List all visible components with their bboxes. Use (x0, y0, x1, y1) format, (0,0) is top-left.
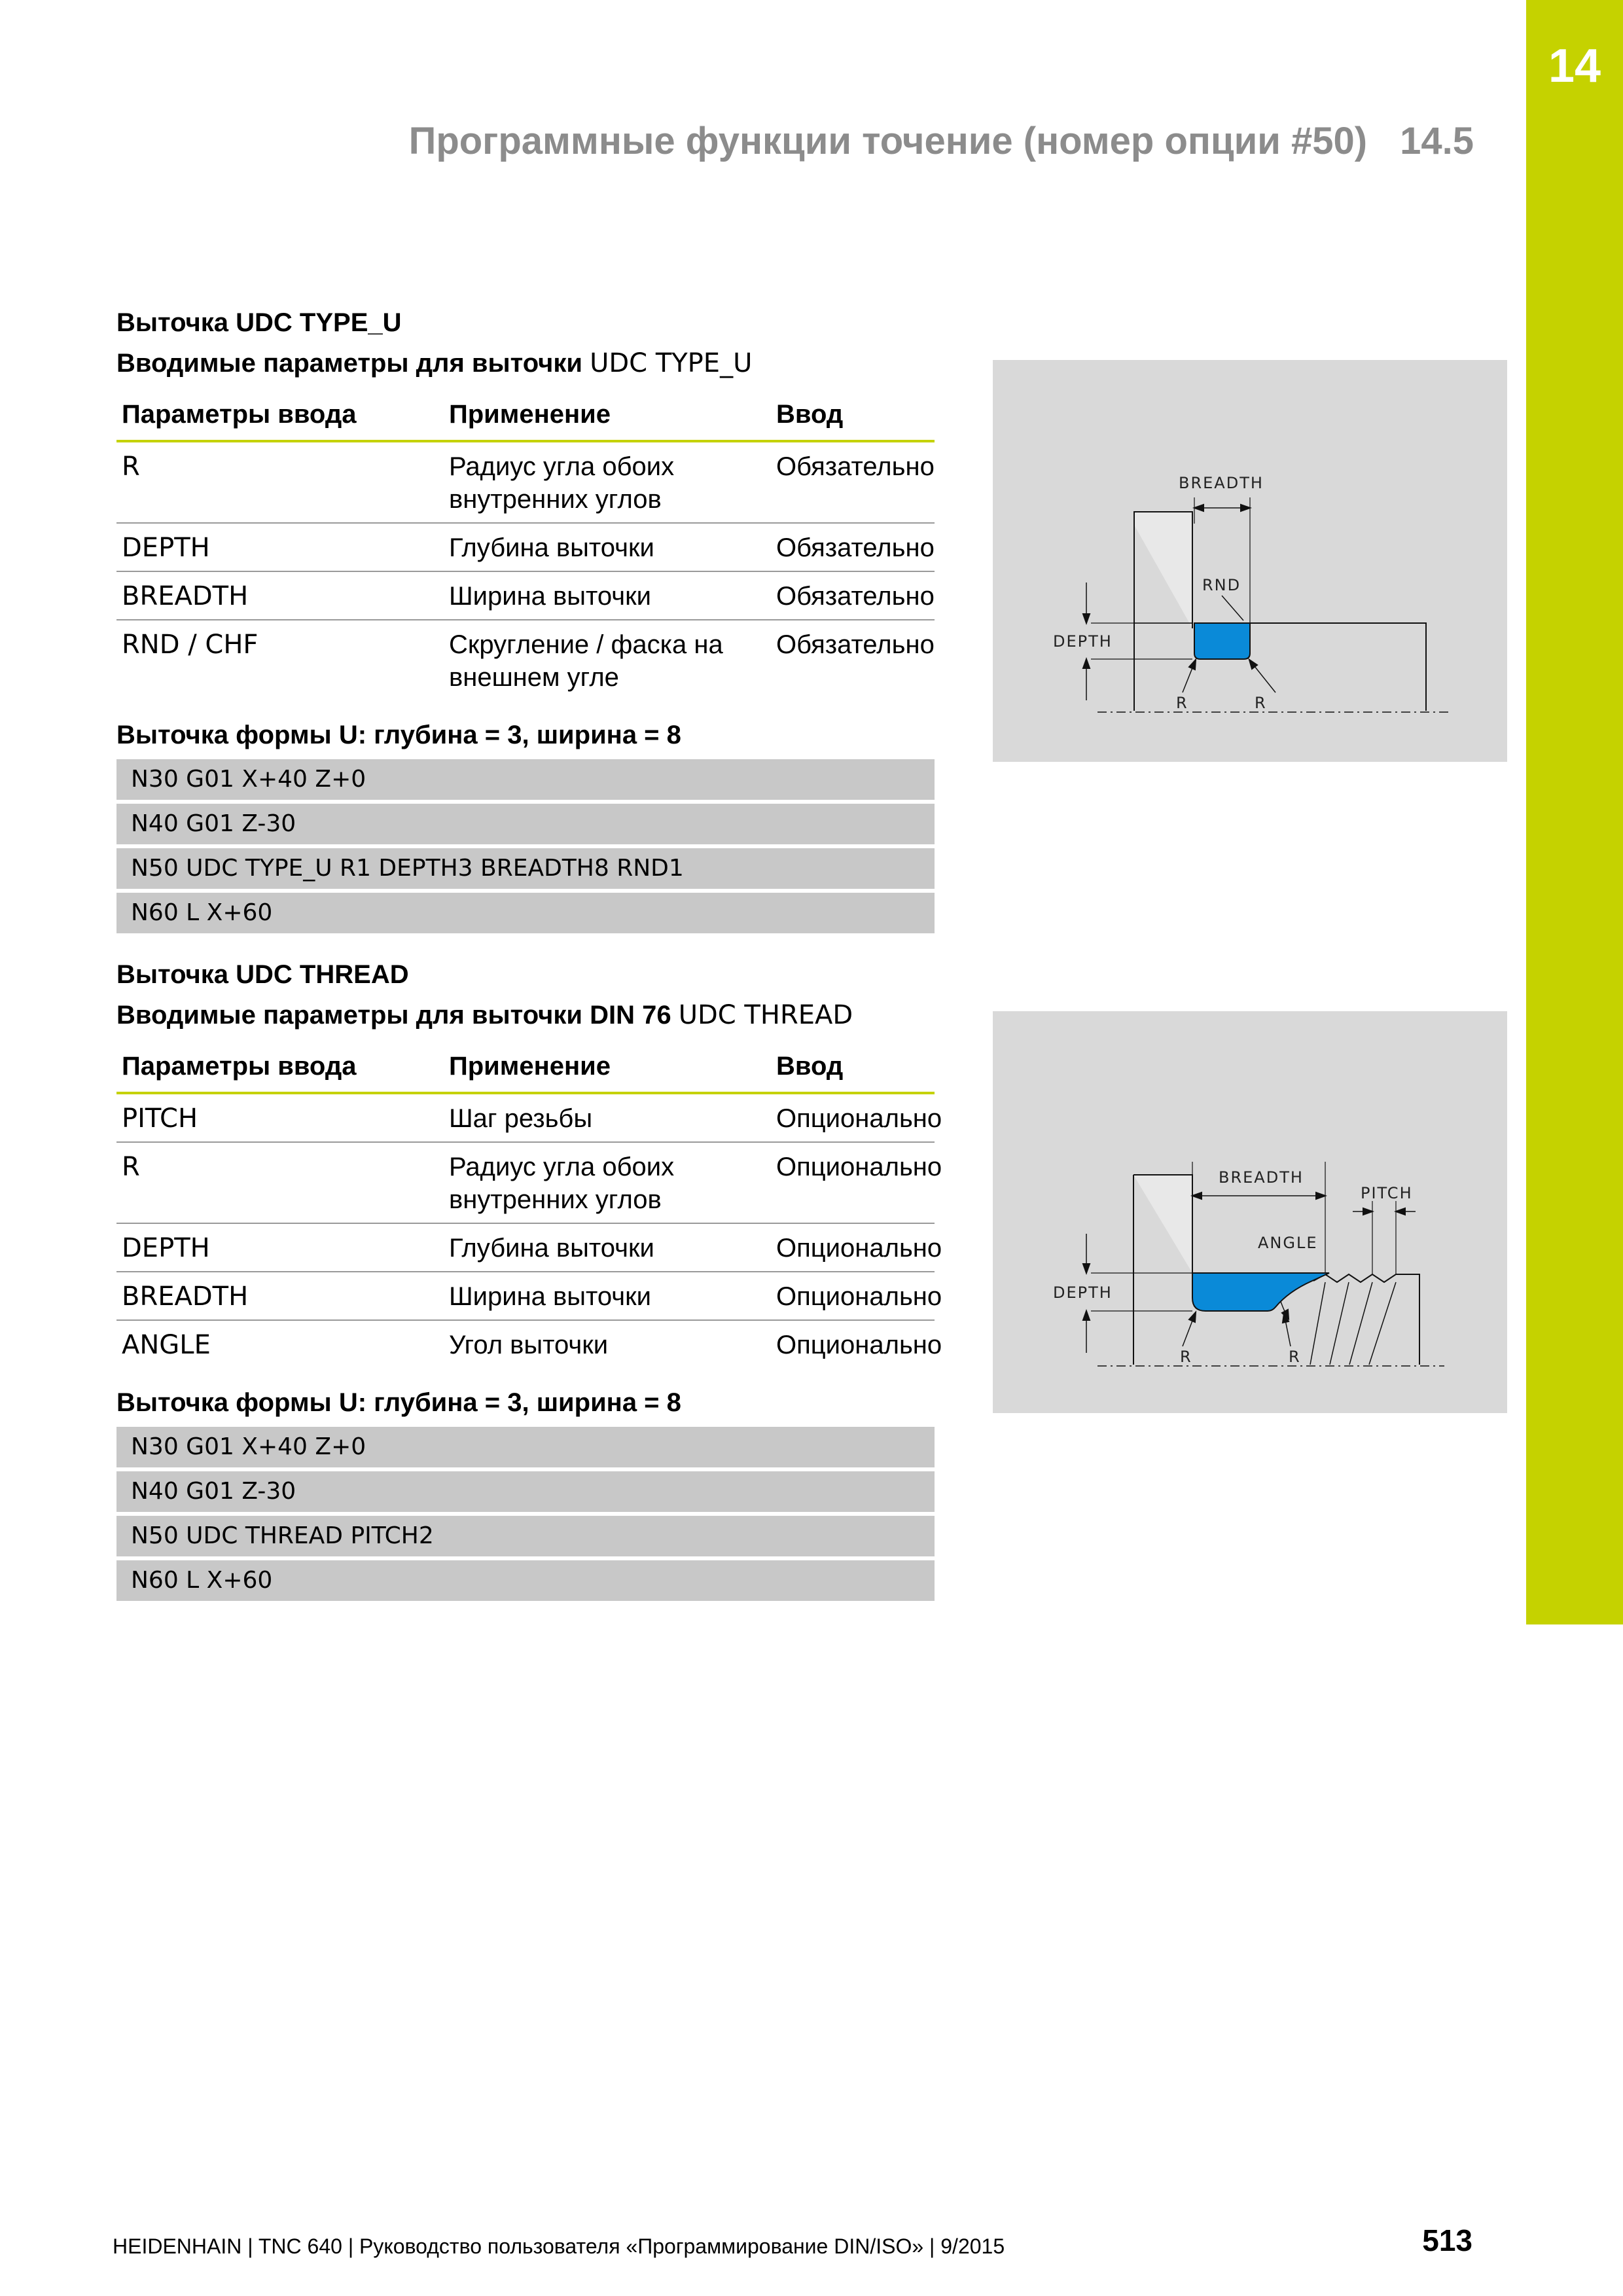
label-r-right: R (1255, 694, 1267, 712)
table-row (116, 441, 935, 523)
label-pitch: PITCH (1361, 1184, 1413, 1202)
label-depth: DEPTH (1053, 1283, 1113, 1302)
parameters-table (116, 1042, 942, 1368)
param-input: Обязательно (771, 441, 935, 523)
param-use: Глубина выточки (444, 1223, 771, 1272)
param-name: R (116, 441, 444, 523)
table-row (116, 1093, 935, 1142)
section-udc-thread (116, 954, 942, 1605)
param-use: Ширина выточки (444, 1272, 771, 1320)
chapter-tab (1526, 0, 1623, 1624)
param-input: Опционально (771, 1093, 935, 1142)
label-r-right: R (1289, 1348, 1301, 1366)
code-line: N40 G01 Z-30 (116, 1471, 935, 1512)
label-angle: ANGLE (1258, 1234, 1318, 1252)
figure-udc-type-u (993, 360, 1507, 762)
param-input: Опционально (771, 1272, 935, 1320)
column-header: Ввод (771, 390, 935, 441)
groove-fill (1192, 1273, 1329, 1311)
table-header-row (116, 390, 935, 441)
code-line: N30 G01 X+40 Z+0 (116, 1427, 935, 1467)
table-row (116, 1272, 935, 1320)
param-input: Обязательно (771, 523, 935, 571)
code-line: N60 L X+60 (116, 893, 935, 933)
code-example (116, 759, 935, 933)
table-row (116, 620, 935, 700)
param-name: DEPTH (116, 523, 444, 571)
running-head (409, 119, 1474, 163)
figure-udc-thread (993, 1011, 1507, 1413)
code-line: N30 G01 X+40 Z+0 (116, 759, 935, 800)
label-r-left: R (1176, 694, 1188, 712)
param-use: Радиус угла обоих внутренних углов (444, 1142, 771, 1223)
example-title: Выточка формы U: глубина = 3, ширина = 8 (116, 721, 681, 749)
label-breadth: BREADTH (1179, 474, 1264, 492)
param-name: RND / CHF (122, 630, 259, 660)
label-depth: DEPTH (1053, 632, 1113, 651)
groove-fill (1194, 623, 1250, 659)
section-title: Выточка UDC THREAD (116, 960, 409, 989)
label-r-left: R (1180, 1348, 1192, 1366)
code-line: N50 UDC THREAD PITCH2 (116, 1516, 935, 1556)
parameters-table (116, 390, 935, 700)
code-line: N60 L X+60 (116, 1560, 935, 1601)
table-row (116, 1142, 935, 1223)
param-use: Ширина выточки (444, 571, 771, 620)
param-name: DEPTH (116, 1223, 444, 1272)
chapter-number: 14 (1548, 40, 1601, 92)
param-name: PITCH (116, 1093, 444, 1142)
param-input: Обязательно (776, 630, 935, 659)
param-input: Опционально (776, 1331, 942, 1359)
section-subtitle: Вводимые параметры для выточки DIN 76 UDC THREAD (116, 1000, 853, 1030)
column-header: Применение (444, 390, 771, 441)
param-name: R (116, 1142, 444, 1223)
page-number: 513 (1422, 2223, 1472, 2257)
thread-diagram (993, 1011, 1507, 1413)
param-input: Обязательно (771, 571, 935, 620)
table-row (116, 523, 935, 571)
column-header: Ввод (771, 1042, 935, 1093)
section-title: Выточка UDC TYPE_U (116, 308, 402, 337)
column-header: Применение (444, 1042, 771, 1093)
label-rnd: RND (1202, 576, 1241, 594)
example-title: Выточка формы U: глубина = 3, ширина = 8 (116, 1388, 681, 1417)
page-footer: HEIDENHAIN | TNC 640 | Руководство пользователя «Программирование DIN/ISO» | 9/2015 (113, 2234, 1005, 2258)
column-header: Параметры ввода (116, 390, 444, 441)
table-row (116, 571, 935, 620)
running-head-section: 14.5 (1400, 120, 1474, 162)
param-use: Глубина выточки (444, 523, 771, 571)
section-subtitle: Вводимые параметры для выточки UDC TYPE_U (116, 348, 753, 378)
param-use: Шаг резьбы (444, 1093, 771, 1142)
running-head-title: Программные функции точение (номер опции #50) (408, 120, 1368, 162)
param-name: ANGLE (122, 1330, 211, 1360)
table-row (116, 1223, 935, 1272)
param-name: BREADTH (116, 571, 444, 620)
code-example (116, 1427, 935, 1601)
param-use: Угол выточки (449, 1331, 609, 1359)
column-header: Параметры ввода (116, 1042, 444, 1093)
code-line: N50 UDC TYPE_U R1 DEPTH3 BREADTH8 RND1 (116, 848, 935, 889)
code-line: N40 G01 Z-30 (116, 804, 935, 844)
param-name: BREADTH (116, 1272, 444, 1320)
param-input: Опционально (771, 1223, 935, 1272)
param-use: Радиус угла обоих внутренних углов (444, 441, 771, 523)
param-input: Опционально (771, 1142, 935, 1223)
table-header-row (116, 1042, 935, 1093)
label-breadth: BREADTH (1219, 1168, 1304, 1187)
param-use: Скругление / фаска на внешнем угле (449, 630, 723, 692)
table-row (116, 1320, 935, 1368)
section-udc-type-u (116, 302, 935, 937)
type-u-diagram (993, 360, 1507, 762)
